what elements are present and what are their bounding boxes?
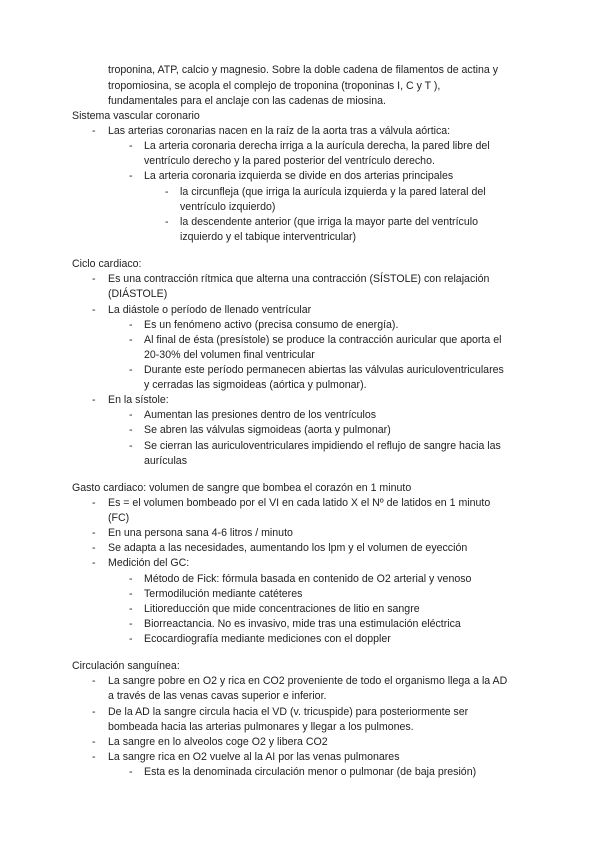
text-line: Se cierran las auriculoventriculares impidiendo el reflujo de sangre hacia las [144, 440, 501, 452]
bullet-dash: - [92, 557, 96, 569]
text-line: ventrículo izquierdo) [180, 201, 276, 213]
bullet-dash: - [129, 319, 133, 331]
text-line: La sangre en lo alveolos coge O2 y libera CO2 [108, 736, 328, 748]
text-line: En una persona sana 4-6 litros / minuto [108, 527, 293, 539]
bullet-dash: - [129, 170, 133, 182]
text-line: la descendente anterior (que irriga la mayor parte del ventrículo [180, 216, 478, 228]
bullet-dash: - [92, 751, 96, 763]
text-line: La diástole o período de llenado ventrícular [108, 304, 312, 316]
bullet-dash: - [92, 304, 96, 316]
bullet-dash: - [129, 573, 133, 585]
text-line: y cerradas las sigmoideas (aórtica y pulmonar). [144, 379, 367, 391]
bullet-dash: - [92, 706, 96, 718]
section-heading: Sistema vascular coronario [72, 110, 200, 122]
bullet-dash: - [129, 633, 133, 645]
text-line: Biorreactancia. No es invasivo, mide tras una estimulación eléctrica [144, 618, 461, 630]
bullet-dash: - [92, 675, 96, 687]
text-line: Se abren las válvulas sigmoideas (aorta y pulmonar) [144, 424, 391, 436]
text-line: La arteria coronaria izquierda se divide en dos arterias principales [144, 170, 454, 182]
text-line: Esta es la denominada circulación menor o pulmonar (de baja presión) [144, 766, 477, 778]
bullet-dash: - [129, 618, 133, 630]
bullet-dash: - [129, 588, 133, 600]
text-line: izquierdo y el tabique interventricular) [180, 231, 357, 243]
text-line: Litioreducción que mide concentraciones de litio en sangre [144, 603, 420, 615]
text-line: (FC) [108, 512, 130, 524]
text-line: troponina, ATP, calcio y magnesio. Sobre la doble cadena de filamentos de actina y [108, 64, 499, 76]
text-line: Es = el volumen bombeado por el VI en cada latido X el Nº de latidos en 1 minuto [108, 497, 491, 509]
bullet-dash: - [92, 273, 96, 285]
text-line: Método de Fick: fórmula basada en contenido de O2 arterial y venoso [144, 573, 472, 585]
text-line: ventrículo derecho y la pared posterior del ventrículo derecho. [144, 155, 435, 167]
bullet-dash: - [129, 334, 133, 346]
text-line: (DIÁSTOLE) [108, 288, 168, 300]
text-line: la circunfleja (que irriga la aurícula izquierda y la pared lateral del [180, 186, 486, 198]
bullet-dash: - [129, 424, 133, 436]
text-line: Durante este período permanecen abiertas las válvulas auriculoventriculares [144, 364, 504, 376]
text-line: aurículas [144, 455, 187, 467]
text-line: La sangre rica en O2 vuelve al la AI por las venas pulmonares [108, 751, 400, 763]
section-heading: Gasto cardiaco: volumen de sangre que bombea el corazón en 1 minuto [72, 482, 412, 494]
text-line: 20-30% del volumen final ventricular [144, 349, 315, 361]
bullet-dash: - [129, 603, 133, 615]
text-line: Se adapta a las necesidades, aumentando los lpm y el volumen de eyección [108, 542, 468, 554]
text-line: Ecocardiografía mediante mediciones con el doppler [144, 633, 391, 645]
text-line: Medición del GC: [108, 557, 190, 569]
text-line: Termodilución mediante catéteres [144, 588, 303, 600]
bullet-dash: - [92, 394, 96, 406]
bullet-dash: - [92, 736, 96, 748]
text-line: a través de las venas cavas superior e inferior. [108, 690, 327, 702]
bullet-dash: - [165, 216, 169, 228]
bullet-dash: - [129, 409, 133, 421]
text-line: La sangre pobre en O2 y rica en CO2 proveniente de todo el organismo llega a la AD [108, 675, 508, 687]
bullet-dash: - [129, 440, 133, 452]
text-line: tropomiosina, se acopla el complejo de troponina (troponinas I, C y T ), [108, 80, 441, 92]
text-line: La arteria coronaria derecha irriga a la aurícula derecha, la pared libre del [144, 140, 490, 152]
section-heading: Ciclo cardiaco: [72, 258, 142, 270]
bullet-dash: - [92, 527, 96, 539]
text-line: En la sístole: [108, 394, 169, 406]
bullet-dash: - [129, 140, 133, 152]
section-heading: Circulación sanguínea: [72, 660, 180, 672]
bullet-dash: - [92, 542, 96, 554]
bullet-dash: - [129, 364, 133, 376]
text-line: Al final de ésta (presístole) se produce la contracción auricular que aporta el [144, 334, 502, 346]
text-line: fundamentales para el anclaje con las cadenas de miosina. [108, 95, 386, 107]
text-line: Es un fenómeno activo (precisa consumo de energía). [144, 319, 399, 331]
text-line: Aumentan las presiones dentro de los ventrículos [144, 409, 377, 421]
bullet-dash: - [92, 125, 96, 137]
bullet-dash: - [129, 766, 133, 778]
bullet-dash: - [165, 186, 169, 198]
text-line: De la AD la sangre circula hacia el VD (v. tricuspide) para posteriormente ser [108, 706, 469, 718]
text-line: Es una contracción rítmica que alterna una contracción (SÍSTOLE) con relajación [108, 273, 490, 285]
text-line: bombeada hacia las arterias pulmonares y llegar a los pulmones. [108, 721, 414, 733]
bullet-dash: - [92, 497, 96, 509]
text-line: Las arterias coronarias nacen en la raíz de la aorta tras a válvula aórtica: [108, 125, 451, 137]
